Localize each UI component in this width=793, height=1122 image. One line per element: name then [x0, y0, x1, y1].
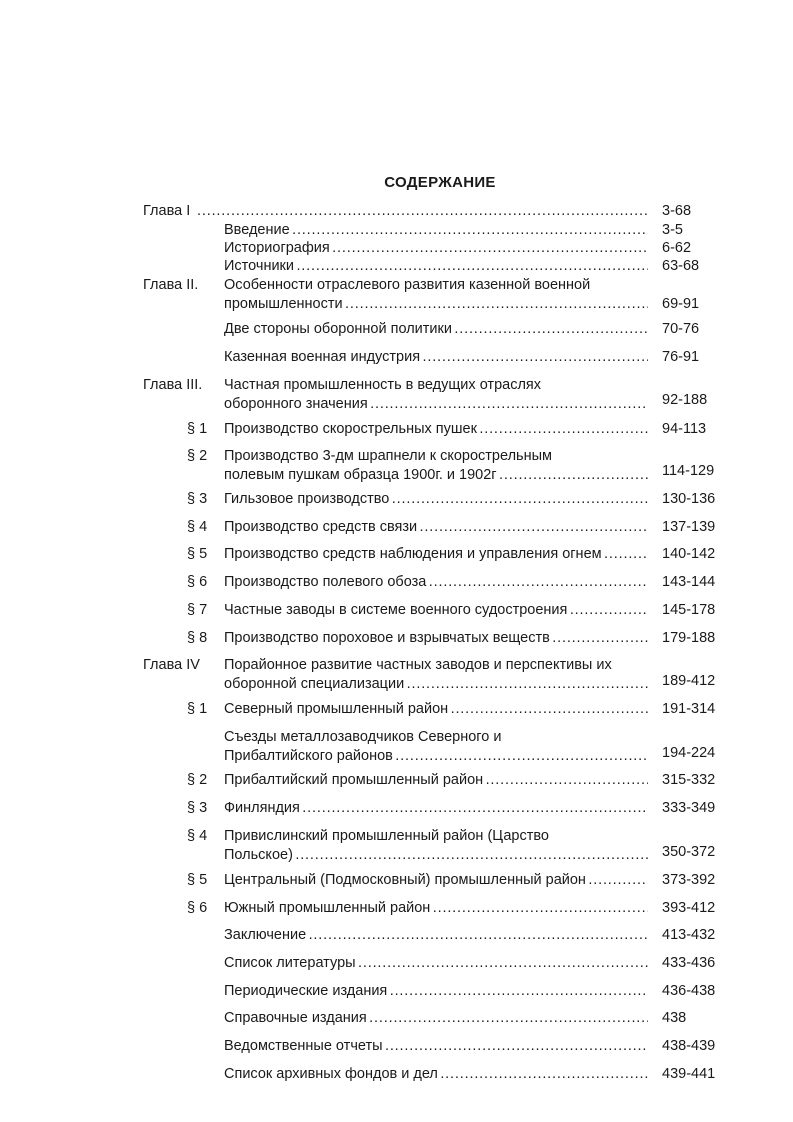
chapter-label: Глава II. — [143, 277, 199, 293]
entry-title-line: Особенности отраслевого развития казенной военной — [224, 277, 591, 293]
page-range: 315-332 — [662, 772, 716, 788]
section-label: § 8 — [187, 630, 208, 646]
entry-title-line: Частная промышленность в ведущих отраслях — [224, 377, 542, 393]
entry-title: Ведомственные отчеты . . . — [224, 1037, 648, 1056]
entry-title: Гильзовое производство . . . — [224, 490, 648, 509]
entry-title: Частные заводы в системе военного судостроения . . . — [224, 601, 648, 620]
page-range: 189-412 — [662, 673, 716, 689]
entry-title-line: Порайонное развитие частных заводов и перспективы их — [224, 657, 612, 673]
page-range: 145-178 — [662, 602, 716, 618]
section-label: § 2 — [187, 448, 208, 464]
page-range: 3-5 — [662, 222, 683, 238]
page-title: СОДЕРЖАНИЕ — [384, 174, 496, 191]
page-range: 436-438 — [662, 983, 716, 999]
page-range: 393-412 — [662, 900, 716, 916]
page-range: 114-129 — [662, 463, 715, 479]
section-label: § 6 — [187, 574, 208, 590]
section-label: § 5 — [187, 872, 208, 888]
entry-title: Производство полевого обоза . . . — [224, 573, 648, 592]
page-range: 350-372 — [662, 844, 716, 860]
entry-title: Периодические издания . . . — [224, 982, 648, 1001]
page-range: 438 — [662, 1010, 687, 1026]
entry-title: Две стороны оборонной политики . . . — [224, 320, 648, 339]
section-label: § 4 — [187, 519, 208, 535]
section-label: § 5 — [187, 546, 208, 562]
entry-title: Производство средств связи . . . — [224, 518, 648, 537]
page-range: 373-392 — [662, 872, 716, 888]
entry-title: оборонного значения . . . — [224, 395, 648, 414]
entry-title: Центральный (Подмосковный) промышленный район . . . — [224, 871, 648, 890]
section-label: § 4 — [187, 828, 208, 844]
entry-title: Казенная военная индустрия . . . — [224, 348, 648, 367]
page-range: 130-136 — [662, 491, 716, 507]
entry-title: полевым пушкам образца 1900г. и 1902г . . . — [224, 466, 648, 485]
entry-title: Заключение . . . — [224, 926, 648, 945]
entry-title: Финляндия . . . — [224, 799, 648, 818]
page-range: 92-188 — [662, 392, 708, 408]
section-label: § 6 — [187, 900, 208, 916]
page-range: 76-91 — [662, 349, 700, 365]
page-range: 6-62 — [662, 240, 692, 256]
page-range: 438-439 — [662, 1038, 716, 1054]
chapter-label: Глава I — [143, 203, 191, 219]
page-range: 194-224 — [662, 745, 716, 761]
page-range: 63-68 — [662, 258, 700, 274]
entry-title: оборонной специализации . . . — [224, 675, 648, 694]
entry-title — [197, 202, 648, 221]
page-range: 433-436 — [662, 955, 716, 971]
entry-title-line: Производство 3-дм шрапнели к скорострельным — [224, 448, 552, 464]
entry-title: Справочные издания . . . — [224, 1009, 648, 1028]
page-range: 3-68 — [662, 203, 692, 219]
chapter-label: Глава III. — [143, 377, 203, 393]
chapter-label: Глава IV — [143, 657, 200, 673]
page-range: 143-144 — [662, 574, 716, 590]
entry-title: Северный промышленный район . . . — [224, 700, 648, 719]
section-label: § 7 — [187, 602, 208, 618]
section-label: § 1 — [187, 701, 208, 717]
page-range: 413-432 — [662, 927, 716, 943]
entry-title: Производство средств наблюдения и управления огнем . . . — [224, 545, 648, 564]
section-label: § 3 — [187, 491, 208, 507]
page-range: 179-188 — [662, 630, 716, 646]
entry-title: промышленности . . . — [224, 295, 648, 314]
page-range: 137-139 — [662, 519, 716, 535]
page-range: 191-314 — [662, 701, 716, 717]
entry-title: Введение . . . — [224, 221, 648, 240]
page-range: 333-349 — [662, 800, 716, 816]
page-range: 94-113 — [662, 421, 707, 437]
entry-title: Польское) . . . — [224, 846, 648, 865]
entry-title: Производство пороховое и взрывчатых веществ . . . — [224, 629, 648, 648]
entry-title: Список литературы . . . — [224, 954, 648, 973]
page-range: 439-441 — [662, 1066, 716, 1082]
page-range: 70-76 — [662, 321, 700, 337]
section-label: § 1 — [187, 421, 208, 437]
entry-title: Список архивных фондов и дел . . . — [224, 1065, 648, 1084]
section-label: § 3 — [187, 800, 208, 816]
entry-title-line: Съезды металлозаводчиков Северного и — [224, 729, 502, 745]
section-label: § 2 — [187, 772, 208, 788]
entry-title: Историография . . . — [224, 239, 648, 258]
page-range: 69-91 — [662, 296, 700, 312]
entry-title-line: Привислинский промышленный район (Царство — [224, 828, 549, 844]
entry-title: Прибалтийский промышленный район . . . — [224, 771, 648, 790]
page-range: 140-142 — [662, 546, 716, 562]
entry-title: Производство скорострельных пушек . . . — [224, 420, 648, 439]
entry-title: Южный промышленный район . . . — [224, 899, 648, 918]
entry-title: Прибалтийского районов . . . — [224, 747, 648, 766]
entry-title: Источники . . . — [224, 257, 648, 276]
